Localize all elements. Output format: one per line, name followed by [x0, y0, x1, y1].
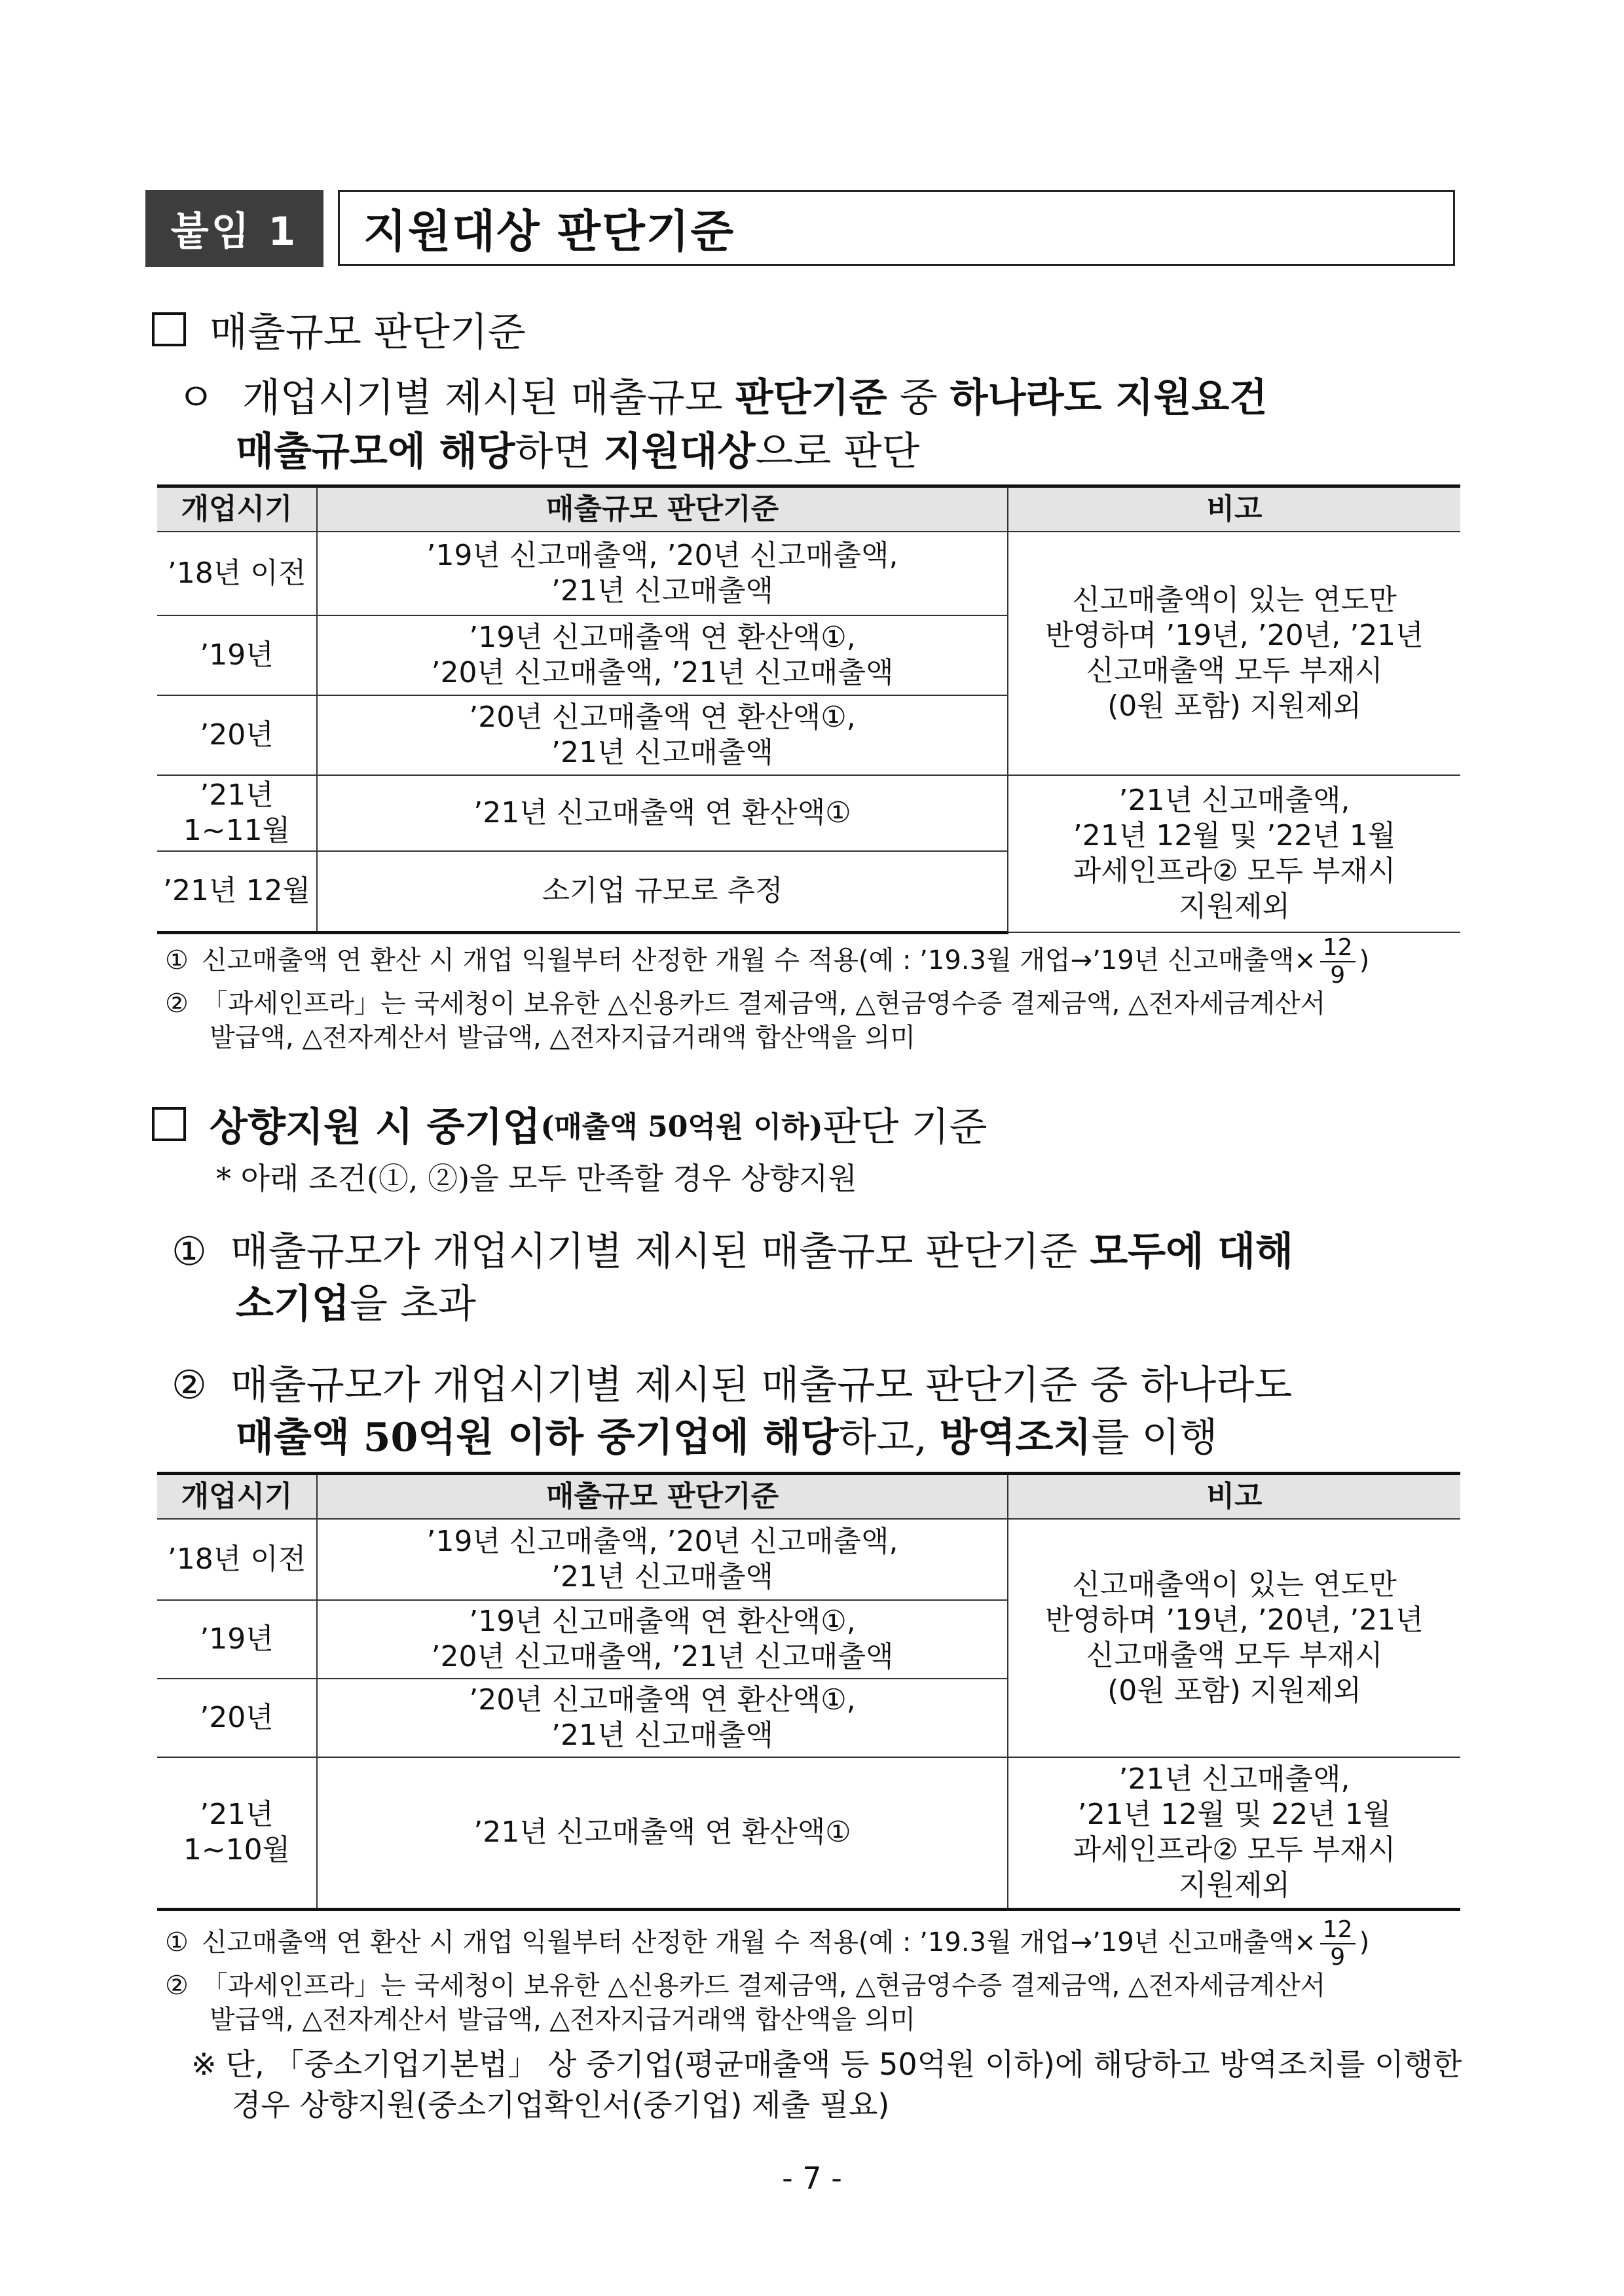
footnote-2-cont: 발급액, △전자계산서 발급액, △전자지급거래액 합산액을 의미	[210, 1023, 915, 1053]
criteria-line: ’20년 신고매출액 연 환산액①,	[469, 701, 856, 734]
fraction-numerator: 12	[1320, 935, 1356, 962]
bullet-text: 중	[887, 375, 950, 421]
criteria-line: ’19년 신고매출액 연 환산액①,	[469, 1605, 856, 1638]
section1-bullet-line2	[236, 426, 919, 478]
footnote-text: 「과세인프라」는 국세청이 보유한 △신용카드 결제금액, △현금영수증 결제금액, △전자세금계산서	[201, 1971, 1326, 2001]
criteria-line: ’21년 신고매출액	[551, 574, 773, 608]
condition-bold: 모두에 대해	[1090, 1229, 1294, 1275]
footnote-2	[165, 987, 1325, 1020]
criteria-cell: ’21년 신고매출액 연 환산액①	[317, 775, 1008, 851]
footnote-marker: ②	[165, 1971, 189, 2001]
condition-marker: ②	[172, 1362, 207, 1408]
bullet-marker: ㅇ	[177, 375, 215, 421]
remark-line: 신고매출액 모두 부재시	[1086, 654, 1383, 687]
period-cell: ’18년 이전	[157, 1519, 317, 1600]
remark-text: 단, 「중소기업기본법」 상 중기업(평균매출액 등 50억원 이하)에 해당하고 방역조치를 이행한	[225, 2047, 1462, 2082]
remark-line: 신고매출액이 있는 연도만	[1072, 1568, 1397, 1601]
footnote-text: )	[1359, 945, 1370, 975]
condition-text: 를 이행	[1091, 1415, 1218, 1461]
criteria-cell	[317, 1519, 1008, 1600]
criteria-cell	[317, 695, 1008, 775]
header-remark: 비고	[1008, 1474, 1460, 1520]
condition-bold: 매출액 50억원 이하 중기업에 해당	[236, 1415, 839, 1461]
remark-line: 반영하며 ’19년, ’20년, ’21년	[1045, 1603, 1424, 1637]
period-line: 1~10월	[183, 1833, 291, 1867]
header-period: 개업시기	[157, 486, 317, 532]
period-cell: ’19년	[157, 1600, 317, 1679]
remark-line: 지원제외	[1178, 1868, 1290, 1903]
section2-note: * 아래 조건(①, ②)을 모두 만족할 경우 상향지원	[216, 1161, 857, 1196]
footnote-text: 「과세인프라」는 국세청이 보유한 △신용카드 결제금액, △현금영수증 결제금액, △전자세금계산서	[201, 989, 1326, 1019]
fraction-denominator: 9	[1330, 962, 1346, 989]
remark-cell	[1008, 1757, 1460, 1909]
footnote-1	[165, 1917, 1369, 1971]
remark-cell	[1008, 532, 1460, 775]
criteria-line: ’19년 신고매출액, ’20년 신고매출액,	[426, 1525, 898, 1558]
criteria-line: ’21년 신고매출액	[551, 736, 773, 769]
period-cell: ’20년	[157, 1679, 317, 1757]
criteria-cell	[317, 532, 1008, 615]
footnote-marker: ①	[165, 1927, 189, 1958]
fraction	[1320, 935, 1356, 989]
section2-heading-text: 상향지원 시 중기업	[210, 1104, 541, 1150]
remark-line: ’21년 12월 및 22년 1월	[1077, 1798, 1392, 1832]
period-cell: ’20년	[157, 695, 317, 775]
remark-line: ’21년 신고매출액,	[1118, 1762, 1350, 1796]
section1-heading-text: 매출규모 판단기준	[210, 310, 526, 355]
footnote-1	[165, 935, 1369, 989]
criteria-line: ’20년 신고매출액 연 환산액①,	[469, 1683, 856, 1717]
remark-line: 지원제외	[1178, 890, 1290, 923]
bullet-text: 하면	[515, 429, 604, 475]
condition-text: 을 초과	[349, 1281, 476, 1327]
remark-line: (0원 포함) 지원제외	[1107, 1674, 1361, 1707]
section1-bullet-line1	[177, 372, 1267, 424]
remark-line: 신고매출액 모두 부재시	[1086, 1639, 1383, 1672]
bullet-text: 개업시기별 제시된 매출규모	[242, 375, 735, 421]
condition-2-line1	[172, 1359, 1292, 1412]
criteria-line: ’19년 신고매출액 연 환산액①,	[469, 621, 856, 654]
bullet-bold: 지원대상	[603, 429, 756, 475]
footnote-text: )	[1359, 1927, 1370, 1958]
header-period: 개업시기	[157, 1474, 317, 1520]
criteria-line: ’19년 신고매출액, ’20년 신고매출액,	[426, 539, 898, 572]
criteria-cell	[317, 615, 1008, 695]
footnote-text: 신고매출액 연 환산 시 개업 익월부터 산정한 개월 수 적용(예 : ’19.3월 개업→’19년 신고매출액×	[201, 1927, 1316, 1958]
criteria-cell	[317, 1600, 1008, 1679]
bullet-text: 으로 판단	[755, 429, 920, 475]
checkbox-square-icon	[152, 312, 186, 346]
condition-text: 하고,	[838, 1415, 940, 1461]
criteria-line: ’20년 신고매출액, ’21년 신고매출액	[431, 1640, 894, 1673]
condition-bold: 방역조치	[939, 1415, 1092, 1461]
condition-1-line2	[236, 1278, 476, 1330]
remark-line: 과세인프라② 모두 부재시	[1073, 1833, 1396, 1867]
condition-marker: ①	[172, 1229, 207, 1275]
bullet-bold: 매출규모에 해당	[236, 429, 515, 475]
remark-note-cont: 경우 상향지원(중소기업확인서(중기업) 제출 필요)	[232, 2087, 890, 2123]
condition-bold: 소기업	[236, 1281, 350, 1327]
fraction	[1320, 1917, 1356, 1971]
remark-cell	[1008, 1519, 1460, 1757]
period-line: ’21년	[200, 1798, 274, 1832]
remark-marker: ※	[191, 2047, 217, 2082]
criteria-cell: 소기업 규모로 추정	[317, 851, 1008, 932]
remark-line: 반영하며 ’19년, ’20년, ’21년	[1045, 619, 1424, 652]
section2-heading-text: 판단 기준	[822, 1104, 987, 1150]
footnote-2-cont: 발급액, △전자계산서 발급액, △전자지급거래액 합산액을 의미	[210, 2005, 915, 2035]
condition-text: 매출규모가 개업시기별 제시된 매출규모 판단기준	[230, 1229, 1090, 1275]
criteria-table-2	[157, 1472, 1460, 1911]
criteria-line: ’20년 신고매출액, ’21년 신고매출액	[431, 656, 894, 689]
criteria-cell	[317, 1679, 1008, 1757]
header-remark: 비고	[1008, 486, 1460, 532]
period-line: 1~11월	[183, 814, 291, 847]
criteria-cell: ’21년 신고매출액 연 환산액①	[317, 1757, 1008, 1909]
condition-1-line1	[172, 1226, 1293, 1278]
period-cell	[157, 775, 317, 851]
header-criteria: 매출규모 판단기준	[317, 486, 1008, 532]
remark-cell	[1008, 775, 1460, 932]
period-cell: ’19년	[157, 615, 317, 695]
section2-heading-sub: (매출액 50억원 이하)	[540, 1110, 823, 1144]
remark-line: ’21년 12월 및 ’22년 1월	[1073, 819, 1396, 852]
footnote-text: 신고매출액 연 환산 시 개업 익월부터 산정한 개월 수 적용(예 : ’19.3월 개업→’19년 신고매출액×	[201, 945, 1316, 975]
attachment-tag: 붙임 1	[145, 190, 323, 267]
criteria-table-1	[157, 484, 1460, 934]
period-line: ’21년	[200, 778, 274, 812]
period-cell: ’21년 12월	[157, 851, 317, 932]
footnote-2	[165, 1969, 1325, 2002]
remark-line: ’21년 신고매출액,	[1118, 784, 1350, 817]
checkbox-square-icon	[152, 1107, 186, 1141]
period-cell: ’18년 이전	[157, 532, 317, 615]
criteria-line: ’21년 신고매출액	[551, 1719, 773, 1752]
attachment-title: 지원대상 판단기준	[338, 190, 1455, 266]
criteria-line: ’21년 신고매출액	[551, 1560, 773, 1594]
remark-note	[191, 2045, 1462, 2083]
condition-text: 매출규모가 개업시기별 제시된 매출규모 판단기준 중 하나라도	[230, 1362, 1293, 1408]
condition-2-line2	[236, 1412, 1217, 1464]
remark-line: 신고매출액이 있는 연도만	[1072, 583, 1397, 617]
footnote-marker: ①	[165, 945, 189, 975]
fraction-denominator: 9	[1330, 1944, 1346, 1971]
footnote-marker: ②	[165, 989, 189, 1019]
bullet-bold: 하나라도 지원요건	[950, 375, 1268, 421]
fraction-numerator: 12	[1320, 1917, 1356, 1944]
section1-heading	[152, 301, 526, 357]
remark-line: 과세인프라② 모두 부재시	[1073, 854, 1396, 888]
page-number: - 7 -	[782, 2160, 842, 2196]
bullet-bold: 판단기준	[735, 375, 887, 421]
remark-line: (0원 포함) 지원제외	[1107, 689, 1361, 723]
period-cell	[157, 1757, 317, 1909]
attachment-header	[145, 190, 1455, 267]
header-criteria: 매출규모 판단기준	[317, 1474, 1008, 1520]
section2-heading	[152, 1096, 987, 1152]
